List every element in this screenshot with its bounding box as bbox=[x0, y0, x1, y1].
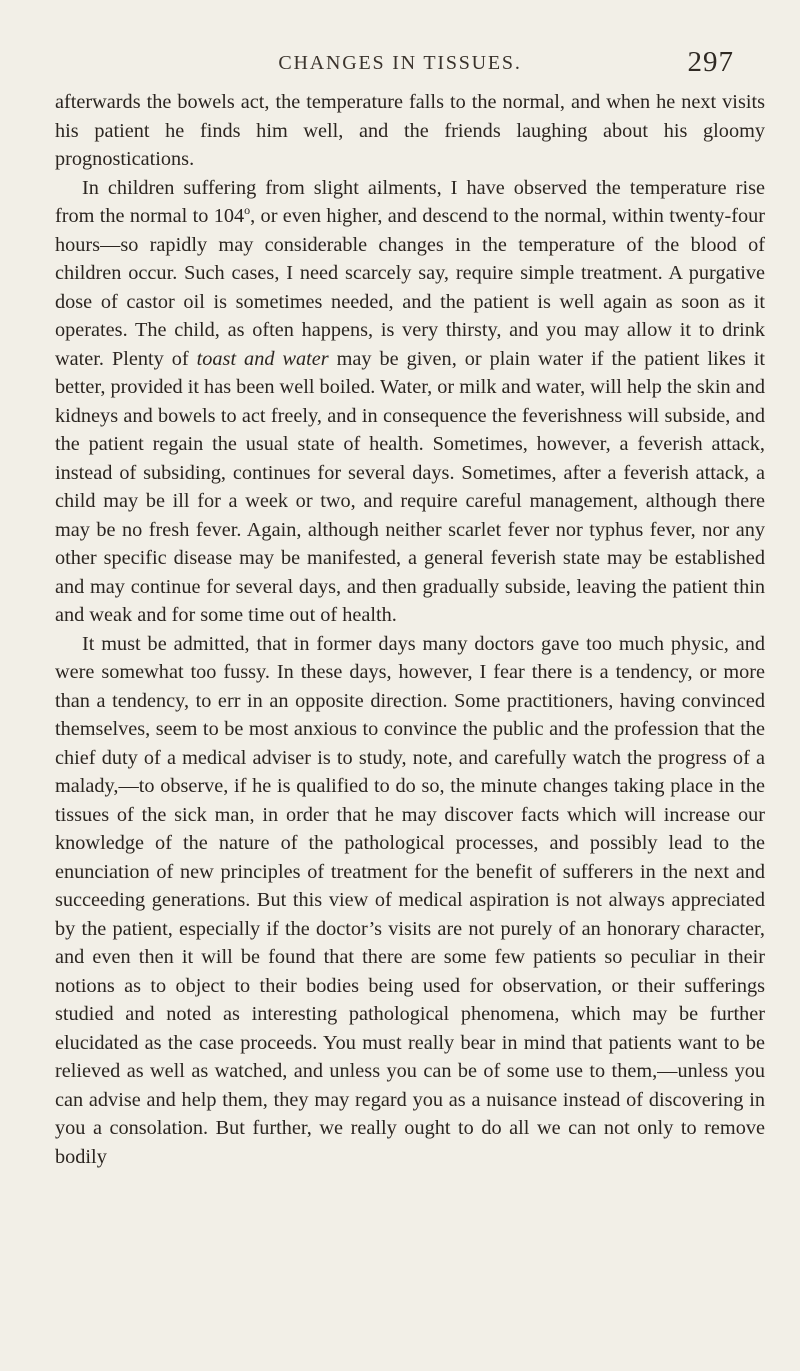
page-header-title: CHANGES IN TISSUES. bbox=[278, 52, 522, 74]
paragraph-2-text-part-1: In children suffering from slight ailments, I have observed the temperature rise from the normal to 104 bbox=[55, 176, 765, 227]
running-head bbox=[40, 46, 760, 80]
degree-sign: o bbox=[244, 203, 251, 217]
page-number: 297 bbox=[687, 46, 734, 78]
paragraph-1: afterwards the bowels act, the temperature falls to the normal, and when he next visits his patient he finds him well, and the friends laughing about his gloomy prognostications. bbox=[55, 91, 765, 170]
paragraph-2-text-part-3: may be given, or plain water if the patient likes it better, provided it has been well boiled. Water, or milk and water, will help the skin and kidneys and bowels to act freely, and in consequence the feverishness will subside, and the patient regain the usual state of health. Sometimes, however, a feverish attack, instead of subsiding, continues for several days. Sometimes, after a feverish attack, a child may be ill for a week or two, and require careful management, although there may be no fresh fever. Again, although neither scarlet fever nor typhus fever, nor any other specific disease may be manifested, a general feverish state may be established and may continue for several days, and then gradually subside, leaving the patient thin and weak and for some time out of health. bbox=[55, 347, 765, 626]
paragraph-3: It must be admitted, that in former days many doctors gave too much physic, and were somewhat too fussy. In these days, however, I fear there is a tendency, or more than a tendency, to err in an opposite direction. Some practitioners, having convinced themselves, seem to be most anxious to convince the public and the profession that the chief duty of a medical adviser is to study, note, and carefully watch the progress of a malady,—to observe, if he is qualified to do so, the minute changes taking place in the tissues of the sick man, in order that he may discover facts which will increase our knowledge of the nature of the pathological processes, and possibly lead to the enunciation of new principles of treatment for the benefit of sufferers in the next and succeeding generations. But this view of medical aspiration is not always appreciated by the patient, especially if the doctor’s visits are not purely of an honorary character, and even then it will be found that there are some few patients so peculiar in their notions as to object to their bodies being used for observation, or their sufferings studied and noted as interesting pathological phenomena, which may be further elucidated as the case proceeds. You must really bear in mind that patients want to be relieved as well as watched, and unless you can be of some use to them,—unless you can advise and help them, they may regard you as a nuisance instead of discovering in you a consolation. But further, we really ought to do all we can not only to remove bodily bbox=[55, 632, 765, 1168]
body-text bbox=[55, 88, 765, 1171]
paragraph-2 bbox=[55, 174, 765, 630]
italic-phrase: toast and water bbox=[196, 347, 329, 370]
paragraph-2-text-part-2: , or even higher, and descend to the normal, within twenty-four hours—so rapidly may considerable changes in the temperature of the blood of children occur. Such cases, I need scarcely say, require simple treatment. A purgative dose of castor oil is sometimes needed, and the patient is well again as soon as it operates. The child, as often happens, is very thirsty, and you may allow it to drink water. Plenty of bbox=[55, 205, 765, 370]
